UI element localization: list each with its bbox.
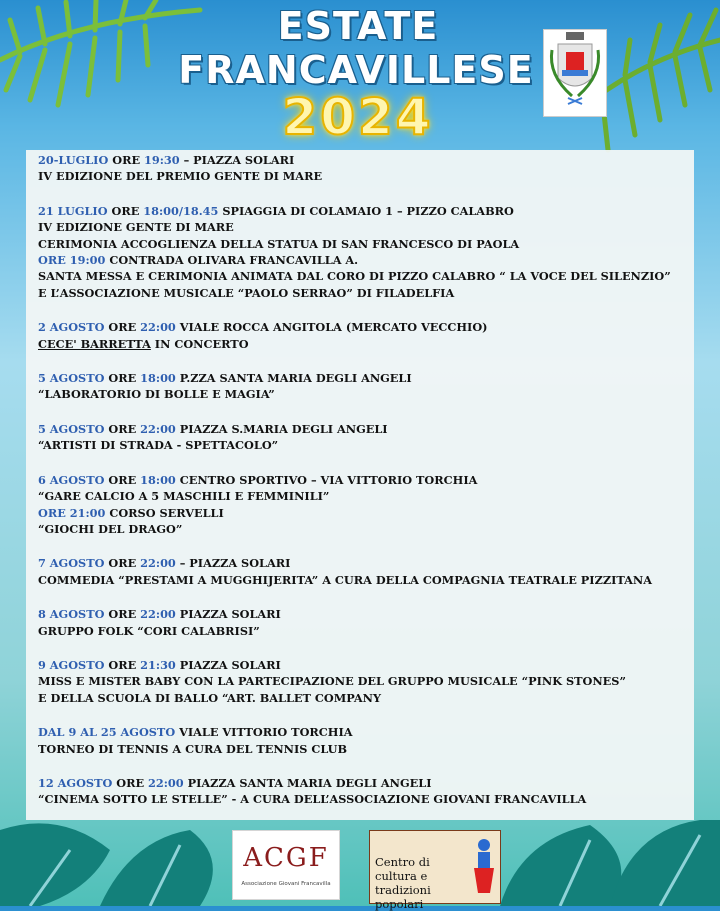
event-item [38,421,678,454]
event-text: CECE' BARRETTA [38,336,151,351]
event-line [38,791,678,807]
event-date-time: 7 AGOSTO [38,556,105,571]
event-line [38,521,678,537]
folk-figure-icon [470,837,498,897]
event-text: E L’ASSOCIAZIONE MUSICALE “PAOLO SERRAO” DI FILADELFIA [38,285,455,300]
event-text: ORE [112,775,149,790]
event-line [38,690,678,706]
event-text: ORE [107,203,144,218]
event-text: CONTRADA OLIVARA FRANCAVILLA A. [105,253,359,268]
event-line [38,623,678,639]
event-text: ORE [104,371,141,386]
event-text: ORE [104,556,141,571]
event-text: CENTRO SPORTIVO – VIA VITTORIO TORCHIA [175,472,478,487]
event-line [38,336,678,352]
event-line [38,168,678,184]
event-text: ORE [104,472,141,487]
event-date-time: 2 AGOSTO [38,320,105,335]
event-text: PIAZZA S.MARIA DEGLI ANGELI [175,421,388,436]
event-text: “GIOCHI DEL DRAGO” [38,521,183,536]
event-text: IN CONCERTO [150,336,249,351]
event-text: TORNEO DI TENNIS A CURA DEL TENNIS CLUB [38,741,348,756]
event-line [38,606,678,622]
event-date-time: 18:00 [140,472,176,487]
event-item [38,657,678,706]
events-list [38,152,678,808]
event-date-time: 20-LUGLIO [38,153,109,167]
event-text: “CINEMA SOTTO LE STELLE” - A CURA DELL’ASSOCIAZIONE GIOVANI FRANCAVILLA [38,792,587,807]
event-line [38,252,678,268]
event-text: P.ZZA SANTA MARIA DEGLI ANGELI [175,371,412,386]
event-text: ORE [104,320,141,335]
monstera-leaves-icon [0,820,720,906]
municipal-crest-icon [543,29,607,117]
event-date-time: 22:00 [140,421,176,436]
event-date-time: DAL 9 AL 25 AGOSTO [38,725,176,740]
event-text: PIAZZA SANTA MARIA DEGLI ANGELI [183,775,432,790]
title-line-2: FRANCAVILLESE [178,48,534,92]
event-line [38,572,678,588]
title-line-1: ESTATE [277,4,439,48]
event-line [38,386,678,402]
event-date-time: 22:00 [140,320,176,335]
event-line [38,437,678,453]
event-text: SPIAGGIA DI COLAMAIO 1 – PIZZO CALABRO [218,203,514,218]
event-date-time: 22:00 [148,775,184,790]
event-text: “ARTISTI DI STRADA - SPETTACOLO” [38,438,279,453]
event-item [38,606,678,639]
event-text: CORSO SERVELLI [105,505,224,520]
acgf-logo-subtitle: Associazione Giovani Francavilla [241,881,331,887]
event-text: VIALE ROCCA ANGITOLA (MERCATO VECCHIO) [175,320,488,335]
event-item [38,724,678,757]
event-item [38,472,678,538]
event-text: PIAZZA SOLARI [175,657,281,672]
event-text: COMMEDIA “PRESTAMI A MUGGHIJERITA” A CURA DELLA COMPAGNIA TEATRALE PIZZITANA [38,572,652,587]
event-line [38,219,678,235]
event-date-time: 22:00 [140,556,176,571]
event-item [38,555,678,588]
cultural-center-logo [369,830,501,911]
event-line [38,657,678,673]
event-item [38,319,678,352]
event-text: ORE [104,421,141,436]
event-text: – PIAZZA SOLARI [179,153,295,167]
event-line [38,268,678,284]
event-text: GRUPPO FOLK “CORI CALABRISI” [38,623,260,638]
event-date-time: 12 AGOSTO [38,775,113,790]
event-line [38,236,678,252]
cultural-center-logo-text: Centro di cultura e tradizioni popolari [375,855,431,911]
event-line [38,673,678,689]
event-line [38,319,678,335]
event-date-time: 21 LUGLIO [38,203,108,218]
event-line [38,152,678,168]
event-text: “LABORATORIO DI BOLLE E MAGIA” [38,387,275,402]
event-date-time: 5 AGOSTO [38,371,105,386]
poster-footer [0,820,720,906]
event-text: E DELLA SCUOLA DI BALLO “ART. BALLET COMPANY [38,690,382,705]
event-date-time: 9 AGOSTO [38,657,105,672]
event-text: IV EDIZIONE DEL PREMIO GENTE DI MARE [38,169,323,184]
event-text: PIAZZA SOLARI [175,607,281,622]
event-text: “GARE CALCIO A 5 MASCHILI E FEMMINILI” [38,489,330,504]
event-item [38,775,678,808]
event-item [38,203,678,301]
event-line [38,775,678,791]
event-line [38,203,678,219]
event-line [38,505,678,521]
event-date-time: 19:30 [144,153,180,167]
event-text: ORE [108,153,145,167]
event-text: – PIAZZA SOLARI [175,556,291,571]
event-date-time: 6 AGOSTO [38,472,105,487]
event-text: IV EDIZIONE GENTE DI MARE [38,220,234,235]
event-item [38,152,678,185]
acgf-logo-mark: ACGF [243,843,329,873]
event-line [38,555,678,571]
event-date-time: 5 AGOSTO [38,421,105,436]
event-line [38,472,678,488]
event-line [38,370,678,386]
event-line [38,724,678,740]
event-date-time: ORE 21:00 [38,505,106,520]
poster-header [0,0,720,150]
event-text: MISS E MISTER BABY CON LA PARTECIPAZIONE DEL GRUPPO MUSICALE “PINK STONES” [38,674,626,689]
event-line [38,285,678,301]
event-date-time: ORE 19:00 [38,253,106,268]
event-date-time: 22:00 [140,607,176,622]
event-item [38,370,678,403]
event-text: CERIMONIA ACCOGLIENZA DELLA STATUA DI SAN FRANCESCO DI PAOLA [38,236,520,251]
year-title: 2024 [282,88,434,146]
event-text: ORE [104,607,141,622]
event-date-time: 18:00 [140,371,176,386]
event-date-time: 8 AGOSTO [38,607,105,622]
event-text: VIALE VITTORIO TORCHIA [175,725,353,740]
acgf-logo [232,830,340,900]
event-date-time: 21:30 [140,657,176,672]
event-line [38,741,678,757]
event-date-time: 18:00/18.45 [143,203,219,218]
event-line [38,421,678,437]
event-text: SANTA MESSA E CERIMONIA ANIMATA DAL CORO DI PIZZO CALABRO “ LA VOCE DEL SILENZIO” [38,269,671,284]
event-line [38,488,678,504]
event-text: ORE [104,657,141,672]
